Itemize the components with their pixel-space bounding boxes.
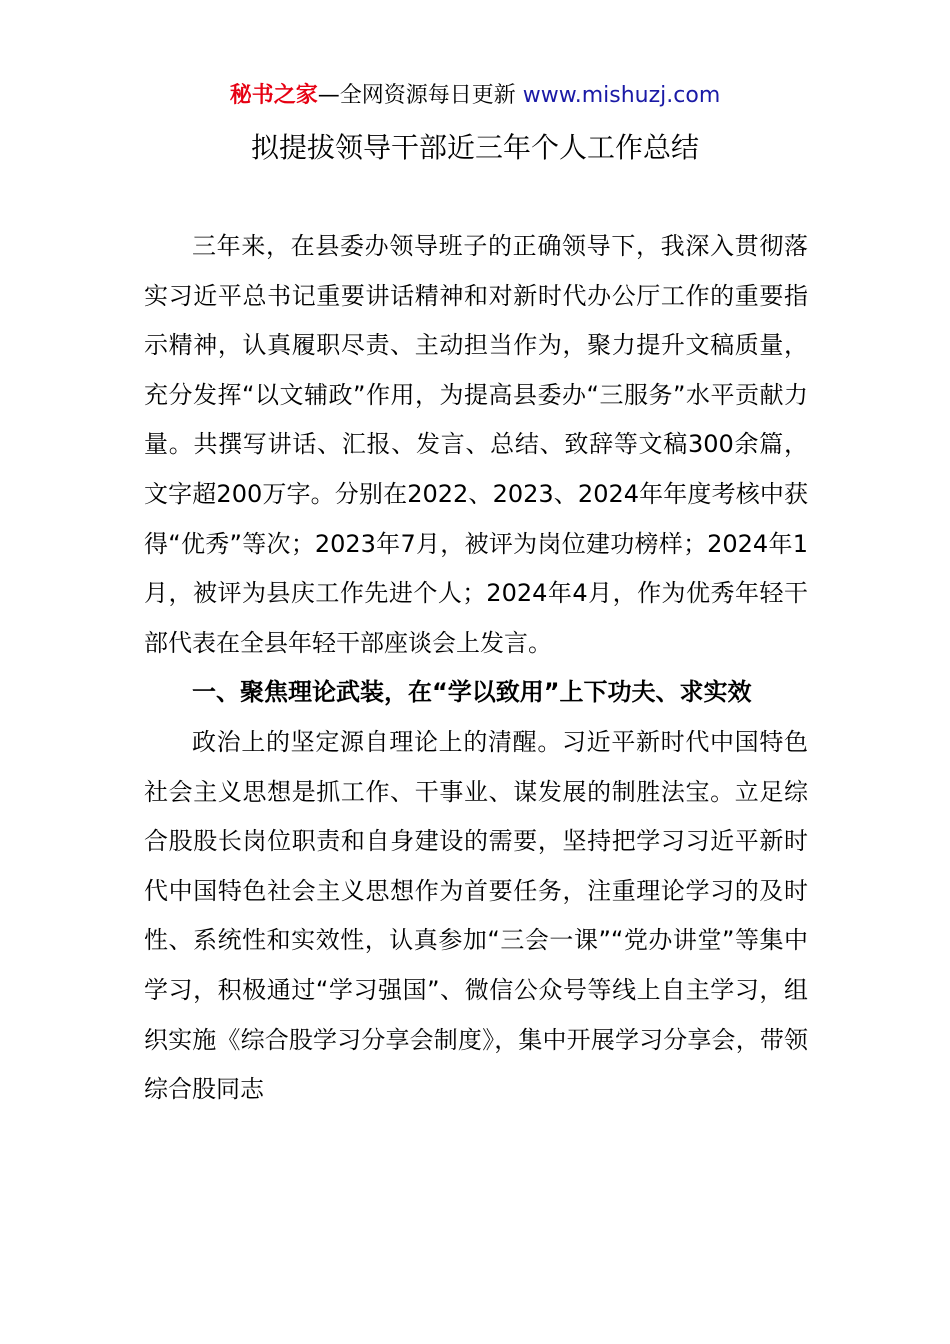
- document-title: 拟提拔领导干部近三年个人工作总结: [250, 131, 699, 164]
- intro-paragraph: 三年来，在县委办领导班子的正确领导下，我深入贯彻落实习近平总书记重要讲话精神和对新时代办公厅工作的重要指示精神，认真履职尽责、主动担当作为，聚力提升文稿质量，充分发挥“以文辅政”作用，为提高县委办“三服务”水平贡献力量。共撰写讲话、汇报、发言、总结、致辞等文稿300余篇，文字超200万字。分别在2022、2023、2024年年度考核中获得“优秀”等次；2023年7月，被评为岗位建功榜样；2024年1月，被评为县庆工作先进个人；2024年4月，作为优秀年轻干部代表在全县年轻干部座谈会上发言。: [144, 232, 808, 657]
- document-body: [144, 222, 808, 1115]
- header-tagline: —全网资源每日更新: [317, 83, 523, 108]
- site-header: [0, 80, 950, 112]
- section-heading-1: 一、聚焦理论武装，在“学以致用”上下功夫、求实效: [192, 678, 752, 707]
- body-paragraph: 政治上的坚定源自理论上的清醒。习近平新时代中国特色社会主义思想是抓工作、干事业、谋发展的制胜法宝。立足综合股股长岗位职责和自身建设的需要，坚持把学习习近平新时代中国特色社会主义思想作为首要任务，注重理论学习的及时性、系统性和实效性，认真参加“三会一课”“党办讲堂”等集中学习，积极通过“学习强国”、微信公众号等线上自主学习，组织实施《综合股学习分享会制度》，集中开展学习分享会，带领综合股同志: [144, 727, 808, 1104]
- site-url-link[interactable]: www.mishuzj.com: [522, 83, 721, 108]
- brand-name: 秘书之家: [229, 83, 318, 108]
